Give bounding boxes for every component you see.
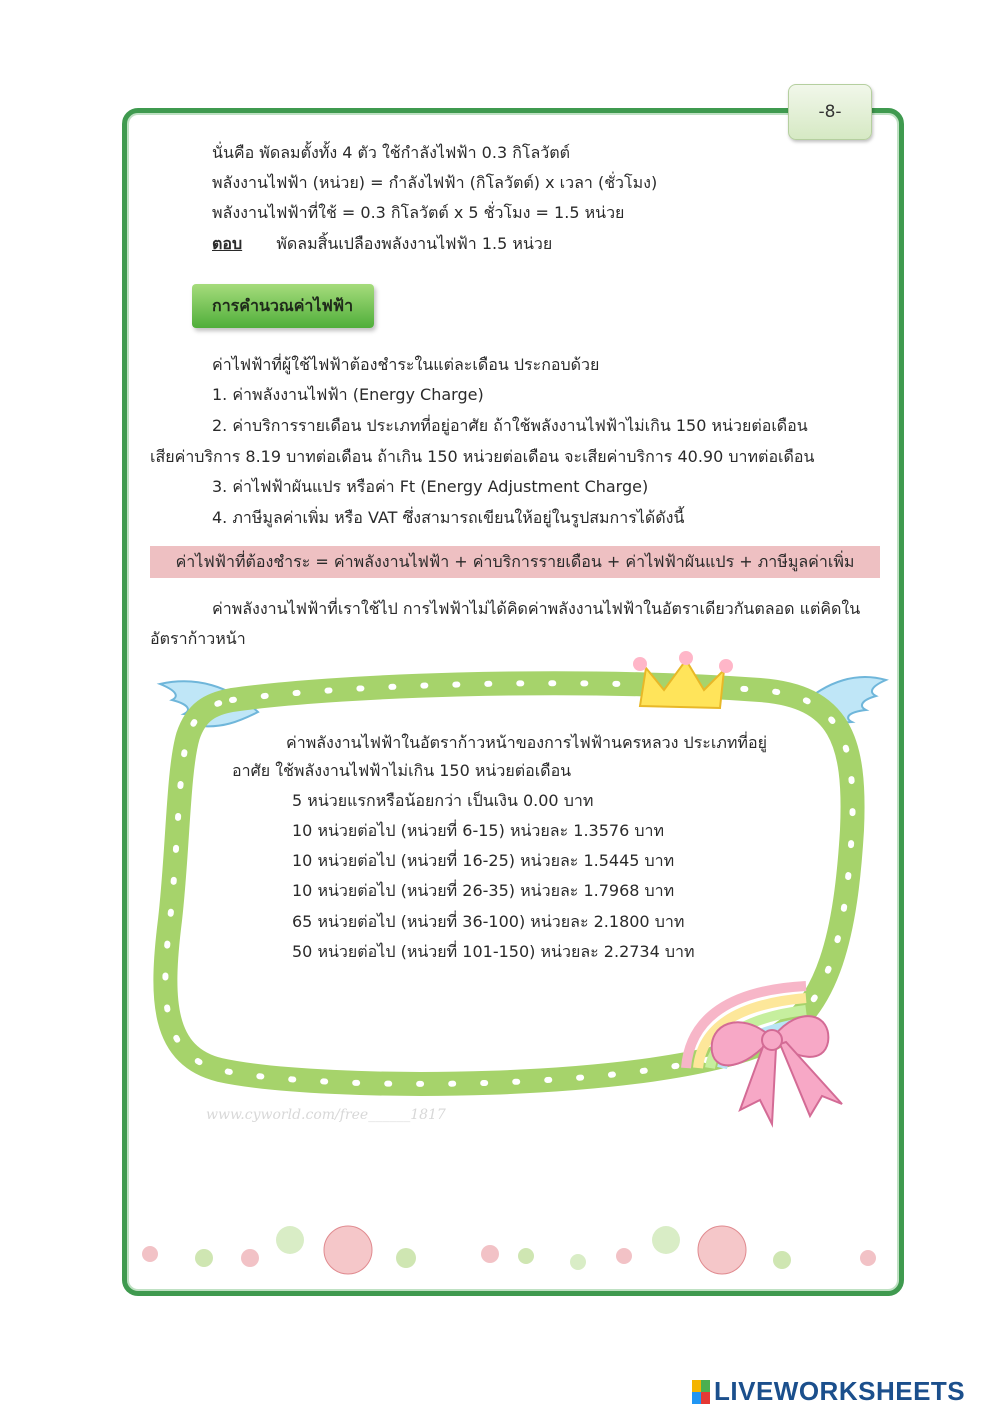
rate-row-2: 10 หน่วยต่อไป (หน่วยที่ 6-15) หน่วยละ 1.3576 บาท xyxy=(292,821,665,840)
formula-text: ค่าไฟฟ้าที่ต้องชำระ = ค่าพลังงานไฟฟ้า + ค่าบริการรายเดือน + ค่าไฟฟ้าผันแปร + ภาษีมูลค่าเพิ่ม xyxy=(175,551,855,571)
intro-line-1: นั่นคือ พัดลมตั้งทั้ง 4 ตัว ใช้กำลังไฟฟ้า 0.3 กิโลวัตต์ xyxy=(212,143,571,162)
rate-row-1: 5 หน่วยแรกหรือน้อยกว่า เป็นเงิน 0.00 บาท xyxy=(292,791,594,810)
liveworksheets-brand xyxy=(692,1376,965,1407)
answer-label: ตอบ xyxy=(212,234,243,253)
component-item-3: 3. ค่าไฟฟ้าผันแปร หรือค่า Ft (Energy Adjustment Charge) xyxy=(212,477,649,496)
brand-name: LIVEWORKSHEETS xyxy=(714,1376,966,1406)
rate-row-6: 50 หน่วยต่อไป (หน่วยที่ 101-150) หน่วยละ 2.2734 บาท xyxy=(292,942,695,961)
brand-logo-icon xyxy=(692,1380,710,1404)
progressive-line-2: อัตราก้าวหน้า xyxy=(150,629,246,648)
component-item-4: 4. ภาษีมูลค่าเพิ่ม หรือ VAT ซึ่งสามารถเขียนให้อยู่ในรูปสมการได้ดังนี้ xyxy=(212,508,685,527)
intro-line-3: พลังงานไฟฟ้าที่ใช้ = 0.3 กิโลวัตต์ x 5 ชั่วโมง = 1.5 หน่วย xyxy=(212,203,625,222)
component-item-2-line-1: 2. ค่าบริการรายเดือน ประเภทที่อยู่อาศัย ถ้าใช้พลังงานไฟฟ้าไม่เกิน 150 หน่วยต่อเดือน xyxy=(212,416,808,435)
rate-row-5: 65 หน่วยต่อไป (หน่วยที่ 36-100) หน่วยละ 2.1800 บาท xyxy=(292,912,685,931)
rate-intro-line-2: อาศัย ใช้พลังงานไฟฟ้าไม่เกิน 150 หน่วยต่อเดือน xyxy=(232,761,572,780)
rate-row-3: 10 หน่วยต่อไป (หน่วยที่ 16-25) หน่วยละ 1.5445 บาท xyxy=(292,851,675,870)
artwork-watermark: www.cyworld.com/free______1817 xyxy=(206,1107,446,1123)
component-item-1: 1. ค่าพลังงานไฟฟ้า (Energy Charge) xyxy=(212,385,484,404)
section-title: การคำนวณค่าไฟฟ้า xyxy=(192,284,374,328)
page-number: -8- xyxy=(788,84,872,140)
answer-line xyxy=(212,233,552,255)
components-intro: ค่าไฟฟ้าที่ผู้ใช้ไฟฟ้าต้องชำระในแต่ละเดือน ประกอบด้วย xyxy=(212,355,600,374)
answer-text: พัดลมสิ้นเปลืองพลังงานไฟฟ้า 1.5 หน่วย xyxy=(276,234,553,253)
progressive-line-1: ค่าพลังงานไฟฟ้าที่เราใช้ไป การไฟฟ้าไม่ได้คิดค่าพลังงานไฟฟ้าในอัตราเดียวกันตลอด แต่คิดใน xyxy=(212,599,861,618)
intro-line-2: พลังงานไฟฟ้า (หน่วย) = กำลังไฟฟ้า (กิโลวัตต์) x เวลา (ชั่วโมง) xyxy=(212,173,658,192)
formula-bar xyxy=(150,546,880,578)
rate-row-4: 10 หน่วยต่อไป (หน่วยที่ 26-35) หน่วยละ 1.7968 บาท xyxy=(292,881,675,900)
component-item-2-line-2: เสียค่าบริการ 8.19 บาทต่อเดือน ถ้าเกิน 150 หน่วยต่อเดือน จะเสียค่าบริการ 40.90 บาทต่อเดือน xyxy=(150,447,815,466)
rate-intro-line-1: ค่าพลังงานไฟฟ้าในอัตราก้าวหน้าของการไฟฟ้านครหลวง ประเภทที่อยู่ xyxy=(286,733,767,752)
